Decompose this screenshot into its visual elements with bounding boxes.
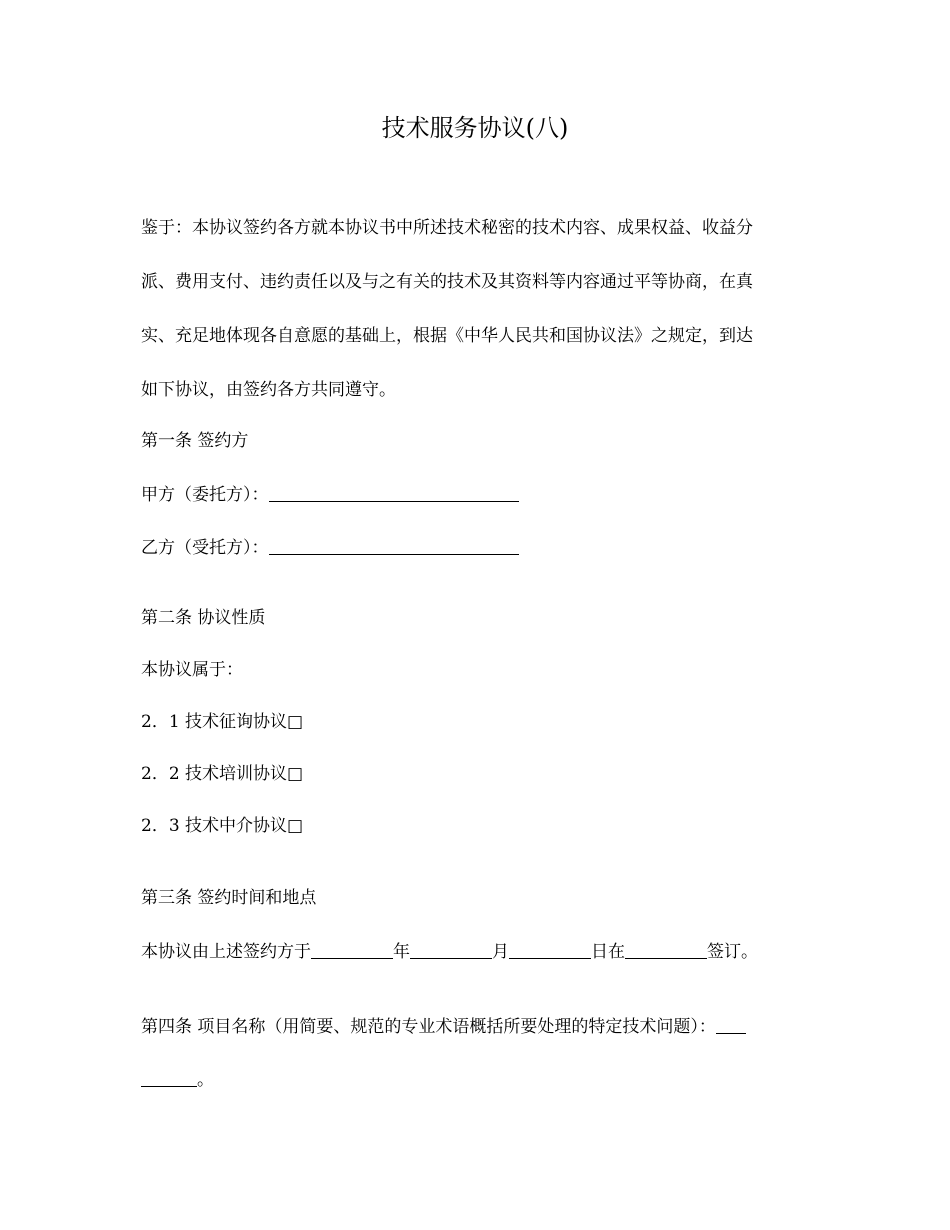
article4-row (141, 1013, 809, 1040)
month-blank[interactable] (410, 940, 492, 959)
party-b-row (141, 534, 809, 561)
project-name-blank-start[interactable] (716, 1015, 746, 1034)
place-blank[interactable] (625, 940, 707, 959)
article1-heading: 第一条 签约方 (141, 431, 249, 451)
preamble-paragraph (141, 201, 809, 417)
document-title: 技术服务协议(八) (381, 114, 569, 142)
signing-suffix: 签订。 (707, 942, 758, 962)
day-blank[interactable] (509, 940, 591, 959)
party-a-row (141, 481, 809, 508)
party-a-blank[interactable] (269, 483, 519, 502)
preamble-line: 实、充足地体现各自意愿的基础上，根据《中华人民共和国协议法》之规定，到达 (141, 326, 753, 346)
party-b-label: 乙方（受托方）： (141, 538, 269, 558)
project-name-blank-end[interactable] (141, 1068, 197, 1087)
party-b-blank[interactable] (269, 536, 519, 555)
article3-heading: 第三条 签约时间和地点 (141, 888, 317, 908)
contract-type-option-training[interactable]: 2．2 技术培训协议□ (141, 764, 304, 784)
preamble-line: 如下协议，由签约各方共同遵守。 (141, 380, 396, 400)
article4-end: 。 (197, 1070, 214, 1090)
preamble-line: 鉴于：本协议签约各方就本协议书中所述技术秘密的技术内容、成果权益、收益分 (141, 218, 753, 238)
year-blank[interactable] (311, 940, 393, 959)
article2-heading: 第二条 协议性质 (141, 608, 266, 628)
article4-continuation (141, 1066, 809, 1093)
preamble-line: 派、费用支付、违约责任以及与之有关的技术及其资料等内容通过平等协商，在真 (141, 272, 753, 292)
article4-heading: 第四条 项目名称（用简要、规范的专业术语概括所要处理的特定技术问题）： (141, 1017, 716, 1037)
party-a-label: 甲方（委托方）： (141, 485, 269, 505)
article2-intro: 本协议属于： (141, 660, 243, 680)
month-label: 月 (492, 942, 509, 962)
contract-type-option-consulting[interactable]: 2．1 技术征询协议□ (141, 712, 304, 732)
contract-type-option-intermediary[interactable]: 2．3 技术中介协议□ (141, 816, 304, 836)
day-label: 日在 (591, 942, 625, 962)
signing-date-row (141, 938, 809, 965)
signing-prefix: 本协议由上述签约方于 (141, 942, 311, 962)
year-label: 年 (393, 942, 410, 962)
